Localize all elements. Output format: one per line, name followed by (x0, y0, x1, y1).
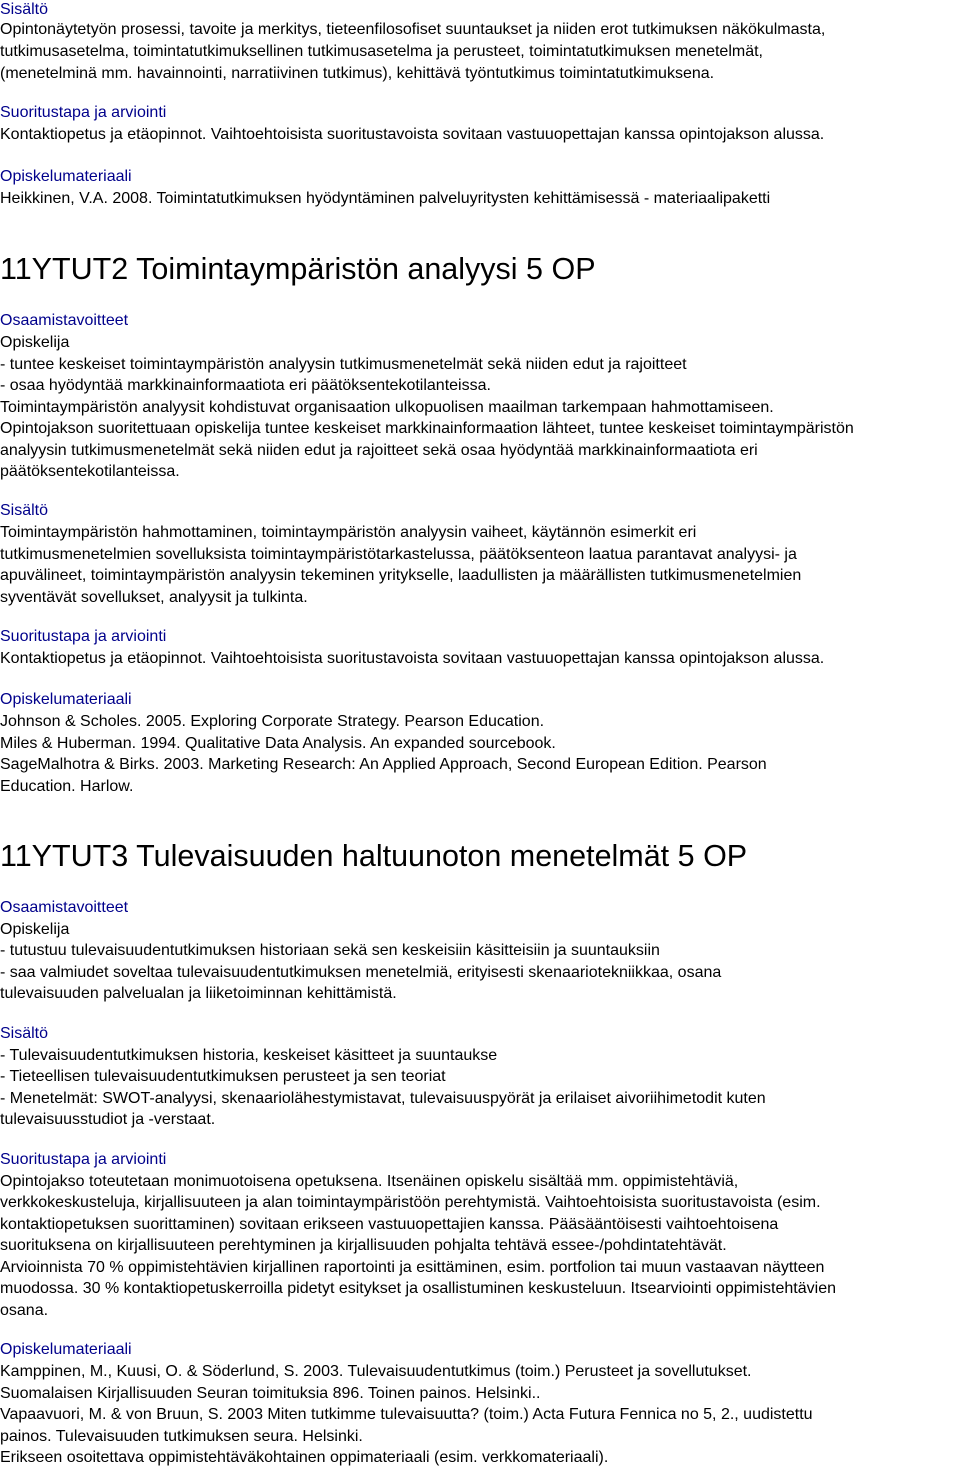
paragraph-line: Opintonäytetyön prosessi, tavoite ja merkitys, tieteenfilosofiset suuntaukset ja niiden erot tutkimuksen näkökulmasta, (0, 21, 826, 38)
paragraph-line: Opiskelija (0, 334, 70, 351)
section-heading-opiskelumateriaali: Opiskelumateriaali (0, 168, 132, 185)
paragraph-line: osana. (0, 1302, 49, 1319)
paragraph-line: - Tulevaisuudentutkimuksen historia, keskeiset käsitteet ja suuntaukse (0, 1047, 498, 1064)
section-heading-osaamistavoitteet: Osaamistavoitteet (0, 899, 129, 916)
section-heading-sisalto: Sisältö (0, 1, 49, 18)
reference-line: Vapaavuori, M. & von Bruun, S. 2003 Miten tutkimme tulevaisuutta? (toim.) Acta Futura Fennica no 5, 2., uudistettu (0, 1406, 813, 1423)
paragraph-line: Opiskelija (0, 921, 70, 938)
section-heading-opiskelumateriaali: Opiskelumateriaali (0, 1341, 132, 1358)
paragraph-line: apuvälineet, toimintaympäristön analyysin tekeminen yritykselle, laadullisten ja määrällisten tutkimusmenetelmien (0, 567, 802, 584)
paragraph-line: Opintojakso toteutetaan monimuotoisena opetuksena. Itsenäinen opiskelu sisältää mm. oppimistehtäviä, (0, 1173, 739, 1190)
paragraph-line: - Tieteellisen tulevaisuudentutkimuksen perusteet ja sen teoriat (0, 1068, 446, 1085)
paragraph-line: Kontaktiopetus ja etäopinnot. Vaihtoehtoisista suoritustavoista sovitaan vastuuopettajan kanssa opintojakson alussa. (0, 650, 825, 667)
section-heading-suoritustapa: Suoritustapa ja arviointi (0, 104, 167, 121)
section-heading-suoritustapa: Suoritustapa ja arviointi (0, 1151, 167, 1168)
course-title: 11YTUT3 Tulevaisuuden haltuunoton menetelmät 5 OP (0, 839, 748, 873)
paragraph-line: Opintojakson suoritettuaan opiskelija tuntee keskeiset markkinainformaation lähteet, tuntee keskeiset toimintaympäristön (0, 420, 854, 437)
paragraph-line: tulevaisuuden palvelualan ja liiketoiminnan kehittämistä. (0, 985, 397, 1002)
paragraph-line: kontaktiopetuksen suorittaminen) sovitaan erikseen vastuuopettajien kanssa. Pääsääntöisesti vaihtoehtoisena (0, 1216, 779, 1233)
paragraph-line: tutkimusmenetelmien sovelluksista toimintaympäristötarkastelussa, päätöksenteon laatua parantavat analyysi- ja (0, 546, 797, 563)
section-heading-sisalto: Sisältö (0, 502, 49, 519)
paragraph-line: muodossa. 30 % kontaktiopetuskerroilla pidetyt esitykset ja osallistuminen keskusteluun. Itsearviointi oppimistehtävien (0, 1280, 836, 1297)
paragraph-line: (menetelminä mm. havainnointi, narratiivinen tutkimus), kehittävä työntutkimus toimintatutkimuksena. (0, 65, 715, 82)
paragraph-line: analyysin tutkimusmenetelmät sekä niiden edut ja rajoitteet sekä osaa hyödyntää markkinainformaatiota eri (0, 442, 758, 459)
reference-line: Erikseen osoitettava oppimistehtäväkohtainen oppimateriaali (esim. verkkomateriaali). (0, 1449, 609, 1466)
section-heading-opiskelumateriaali: Opiskelumateriaali (0, 691, 132, 708)
section-heading-osaamistavoitteet: Osaamistavoitteet (0, 312, 129, 329)
paragraph-line: - osaa hyödyntää markkinainformaatiota eri päätöksentekotilanteissa. (0, 377, 491, 394)
paragraph-line: Kontaktiopetus ja etäopinnot. Vaihtoehtoisista suoritustavoista sovitaan vastuuopettajan kanssa opintojakson alussa. (0, 126, 825, 143)
paragraph-line: verkkokeskusteluja, kirjallisuuteen ja alan toimintaympäristöön perehtymistä. Vaihtoehtoisista suoritustavoista (esim. (0, 1194, 821, 1211)
section-heading-suoritustapa: Suoritustapa ja arviointi (0, 628, 167, 645)
paragraph-line: tutkimusasetelma, toimintatutkimuksellinen tutkimusasetelma ja perusteet, toimintatutkimuksen menetelmät, (0, 43, 763, 60)
paragraph-line: Toimintaympäristön hahmottaminen, toimintaympäristön analyysin vaiheet, käytännön esimerkit eri (0, 524, 697, 541)
reference-line: Education. Harlow. (0, 778, 134, 795)
reference-line: Kamppinen, M., Kuusi, O. & Söderlund, S. 2003. Tulevaisuudentutkimus (toim.) Perusteet ja sovellutukset. (0, 1363, 752, 1380)
paragraph-line: Toimintaympäristön analyysit kohdistuvat organisaation ulkopuolisen maailman tarkempaan hahmottamiseen. (0, 399, 774, 416)
paragraph-line: Heikkinen, V.A. 2008. Toimintatutkimuksen hyödyntäminen palveluyritysten kehittämisessä - materiaalipaketti (0, 190, 771, 207)
paragraph-line: suorituksena on kirjallisuuteen perehtyminen ja kirjallisuuden pohjalta tehtävä essee-/pohdintatehtävät. (0, 1237, 727, 1254)
reference-line: Suomalaisen Kirjallisuuden Seuran toimituksia 896. Toinen painos. Helsinki.. (0, 1385, 541, 1402)
section-heading-sisalto: Sisältö (0, 1025, 49, 1042)
paragraph-line: päätöksentekotilanteissa. (0, 463, 180, 480)
paragraph-line: - tuntee keskeiset toimintaympäristön analyysin tutkimusmenetelmät sekä niiden edut ja rajoitteet (0, 356, 687, 373)
reference-line: Miles & Huberman. 1994. Qualitative Data Analysis. An expanded sourcebook. (0, 735, 556, 752)
paragraph-line: syventävät sovellukset, analyysit ja tulkinta. (0, 589, 308, 606)
paragraph-line: tulevaisuusstudiot ja -verstaat. (0, 1111, 216, 1128)
paragraph-line: Arvioinnista 70 % oppimistehtävien kirjallinen raportointi ja esittäminen, esim. portfolion tai muun vastaavan näytteen (0, 1259, 825, 1276)
paragraph-line: - Menetelmät: SWOT-analyysi, skenaariolähestymistavat, tulevaisuuspyörät ja erilaiset aivoriihimetodit kuten (0, 1090, 766, 1107)
reference-line: SageMalhotra & Birks. 2003. Marketing Research: An Applied Approach, Second European Edition. Pearson (0, 756, 767, 773)
course-title: 11YTUT2 Toimintaympäristön analyysi 5 OP (0, 252, 596, 286)
reference-line: Johnson & Scholes. 2005. Exploring Corporate Strategy. Pearson Education. (0, 713, 545, 730)
paragraph-line: - tutustuu tulevaisuudentutkimuksen historiaan sekä sen keskeisiin käsitteisiin ja suuntauksiin (0, 942, 660, 959)
paragraph-line: - saa valmiudet soveltaa tulevaisuudentutkimuksen menetelmiä, erityisesti skenaariotekniikkaa, osana (0, 964, 722, 981)
reference-line: painos. Tulevaisuuden tutkimuksen seura. Helsinki. (0, 1428, 363, 1445)
